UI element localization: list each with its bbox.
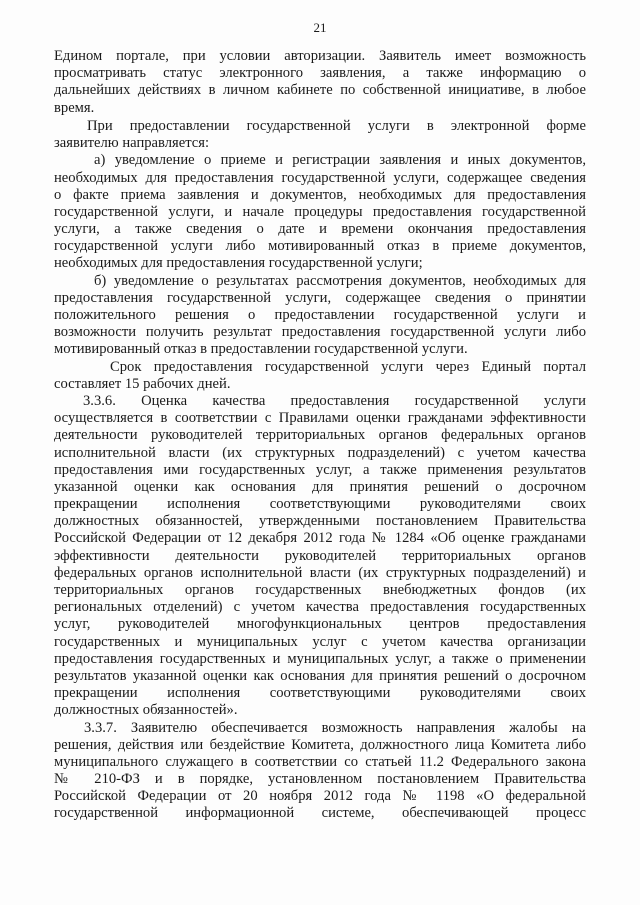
text-line: услуги, а также сведения о дате и времени окончания предоставления [54, 221, 586, 238]
text-line: возможности получить результат предоставления государственной услуги либо [54, 324, 586, 341]
text-line: составляет 15 рабочих дней. [54, 375, 231, 392]
text-line: Российской Федерации от 20 ноября 2012 года № 1198 «О федеральной [54, 788, 586, 805]
text-line: просматривать статус электронного заявления, а также информацию о [54, 65, 586, 82]
text-line: необходимых для предоставления государственной услуги, содержащее сведения [54, 169, 586, 186]
text-line: решения, действия или бездействие Комитета, должностного лица Комитета либо [54, 736, 586, 753]
text-line: государственной информационной системе, обеспечивающей процесс [54, 805, 586, 822]
text-line: должностных обязанностей, утвержденными постановлением Правительства [54, 513, 586, 530]
text-line: осуществляется в соответствии с Правилами оценки гражданами эффективности [54, 410, 586, 427]
text-line: государственной услуги либо мотивированный отказ в приеме документов, [54, 238, 586, 255]
text-line: положительного решения о предоставлении государственной услуги и [54, 307, 586, 323]
text-line: 3.3.7. Заявителю обеспечивается возможность направления жалобы на [84, 719, 586, 736]
text-line: указанной оценки как основания для принятия решений о досрочном [54, 478, 586, 495]
text-line: территориальных органов государственных внебюджетных фондов (их [54, 582, 586, 598]
text-line: должностных обязанностей». [54, 702, 238, 719]
text-line: эффективности деятельности руководителей территориальных органов [54, 547, 586, 564]
text-line: предоставления ими государственных услуг, а также применения результатов [54, 461, 586, 478]
text-line: прекращении исполнения соответствующими руководителями своих [54, 685, 586, 702]
text-line: государственной услуги, и начале процедуры предоставления государственной [54, 203, 586, 220]
text-line: Российской Федерации от 12 декабря 2012 года № 1284 «Об оценке гражданами [54, 530, 586, 547]
text-line: услуг, руководителей многофункциональных центров предоставления [54, 616, 586, 633]
text-line: региональных отделений) с учетом качества предоставления государственных [54, 599, 586, 616]
text-line: 3.3.6. Оценка качества предоставления государственной услуги [83, 392, 586, 409]
text-line: дальнейших действиях в личном кабинете по собственной инициативе, в любое [54, 82, 586, 99]
text-line: предоставления государственных и муниципальных услуг, а также о применении [54, 650, 586, 667]
text-line: результатов указанной оценки как основания для принятия решений о досрочном [54, 667, 586, 684]
text-line: деятельности руководителей территориальных органов федеральных органов [54, 427, 586, 444]
text-line: б) уведомление о результатах рассмотрения документов, необходимых для [94, 272, 586, 289]
text-line: № 210-ФЗ и в порядке, установленном постановлением Правительства [54, 771, 586, 788]
text-line: государственных и муниципальных услуг с учетом качества организации [54, 633, 586, 650]
text-line: При предоставлении государственной услуги в электронной форме [87, 117, 586, 134]
text-line: муниципального служащего в соответствии со статьей 11.2 Федерального закона [54, 753, 586, 770]
text-line: о факте приема заявления и документов, необходимых для предоставления [54, 186, 586, 203]
text-line: мотивированный отказ в предоставлении государственной услуги. [54, 341, 468, 358]
document-body [54, 48, 586, 823]
text-line: предоставления государственной услуги, содержащее сведения о принятии [54, 289, 586, 306]
text-line: а) уведомление о приеме и регистрации заявления и иных документов, [94, 152, 586, 169]
text-line: Срок предоставления государственной услуги через Единый портал [110, 358, 586, 375]
text-line: исполнительной власти (их структурных подразделений) с учетом качества [54, 444, 586, 461]
text-line: необходимых для предоставления государственной услуги; [54, 255, 423, 272]
text-line: прекращении исполнения соответствующими руководителями своих [54, 496, 586, 513]
text-line: Едином портале, при условии авторизации. Заявитель имеет возможность [54, 48, 586, 64]
page-number: 21 [313, 20, 327, 35]
text-line: заявителю направляется: [54, 135, 209, 152]
text-line: время. [54, 99, 95, 116]
text-line: федеральных органов исполнительной власти (их структурных подразделений) и [54, 564, 586, 581]
